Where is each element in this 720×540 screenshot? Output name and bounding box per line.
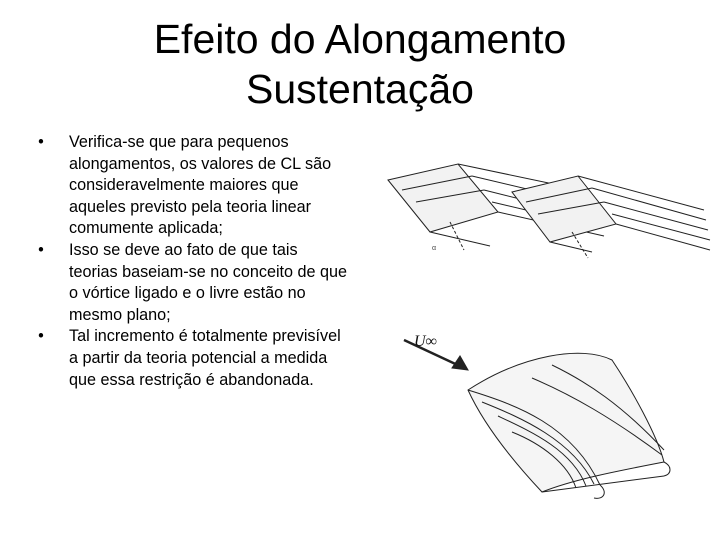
- bullet-item: [36, 326, 348, 391]
- bullet-text: Isso se deve ao fato de que tais teorias baseiam-se no conceito de que o vórtice ligado e o livre estão no mesmo plano;: [69, 240, 348, 324]
- bullet-item: [36, 240, 348, 326]
- bullet-dot-icon: •: [38, 133, 44, 151]
- swept-wing-vortex-sheet: [468, 353, 670, 498]
- inclined-wake-wing: [512, 176, 710, 258]
- bullet-item: [36, 132, 348, 240]
- svg-text:α: α: [432, 245, 437, 252]
- bullet-text: Verifica-se que para pequenos alongamentos, os valores de CL são consideravelmente maiores que aqueles previsto pela teoria linear comumente aplicada;: [69, 133, 332, 238]
- bullet-dot-icon: •: [38, 240, 44, 259]
- bullet-text: Tal incremento é totalmente previsível a partir da teoria potencial a medida que essa restrição é abandonada.: [69, 327, 341, 389]
- flow-velocity-label: U∞: [414, 333, 437, 350]
- bullet-list: [36, 132, 348, 391]
- slide-title: [0, 14, 720, 114]
- wing-vortex-drawing: [372, 150, 712, 520]
- wing-vortex-figure: [372, 150, 712, 520]
- bullet-dot-icon: •: [38, 327, 44, 346]
- title-line-1: Efeito do Alongamento: [153, 16, 567, 62]
- title-line-2: Sustentação: [246, 66, 474, 112]
